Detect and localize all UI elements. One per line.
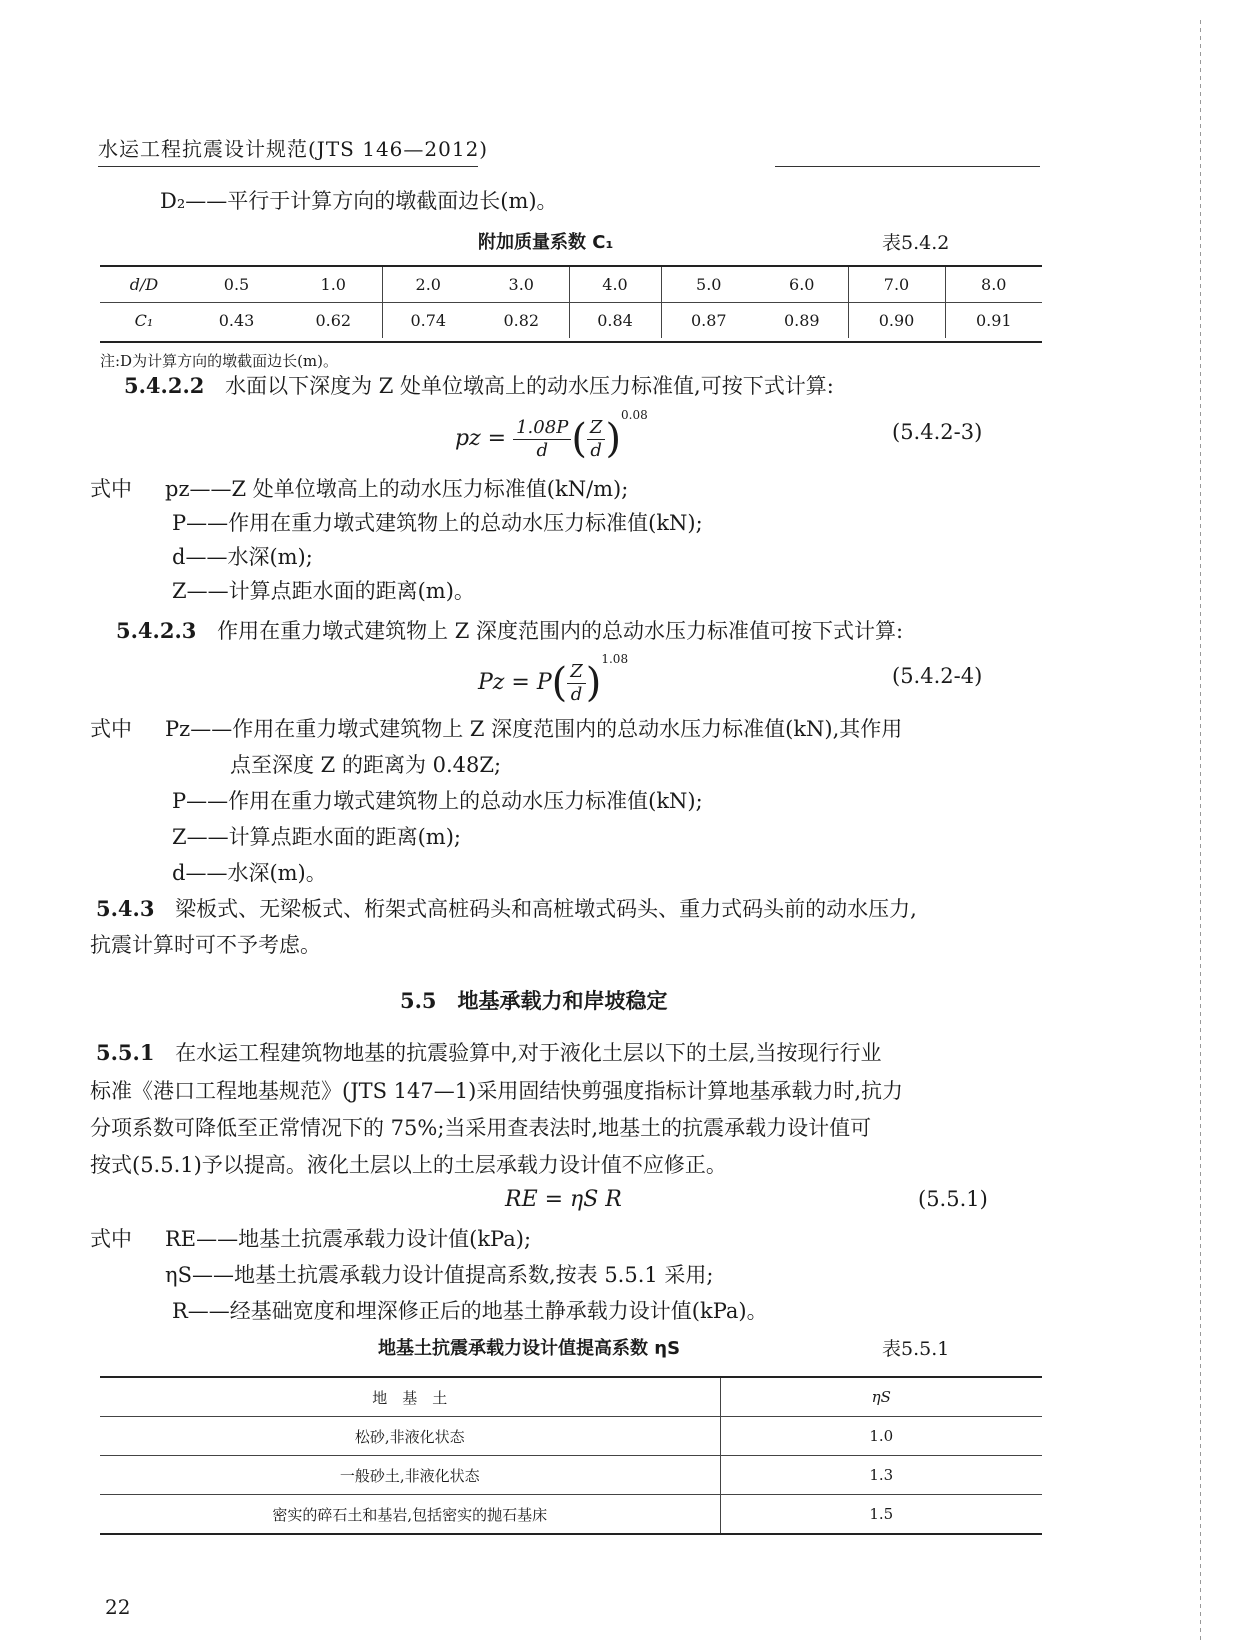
clause-5-4-2-2 [124, 371, 834, 401]
table1-number: 表5.4.2 [882, 232, 950, 254]
table1-cell: 0.91 [945, 303, 1042, 339]
table2-row [100, 1456, 1042, 1495]
table1-cell: 0.74 [382, 303, 474, 339]
table1-cell: 5.0 [661, 267, 756, 303]
equation-number: (5.4.2-4) [892, 664, 983, 688]
table1-cell: 0.82 [503, 311, 540, 330]
table1-cell: C₁ [134, 311, 154, 330]
table2-row [100, 1495, 1042, 1535]
table1-row-coefficient [100, 303, 1042, 339]
table2-cell: 1.5 [720, 1495, 1042, 1535]
equation-5-5-1: RE = ηS R [505, 1187, 622, 1212]
definition: RE——地基土抗震承载力设计值(kPa); [165, 1227, 532, 1251]
clause-number: 5.4.3 [96, 896, 155, 921]
clause-text: 梁板式、无梁板式、桁架式高桩码头和高桩墩式码头、重力式码头前的动水压力, [175, 897, 917, 921]
d2-definition: D₂——平行于计算方向的墩截面边长(m)。 [160, 189, 558, 213]
where-label: 式中 [90, 717, 132, 741]
table1-cell: 8.0 [945, 267, 1042, 303]
table1-cell: 0.5 [188, 267, 285, 303]
table2-header-row [100, 1378, 1042, 1417]
where-label: 式中 [90, 1227, 132, 1251]
table2-number: 表5.5.1 [882, 1338, 950, 1360]
equation-number: (5.5.1) [918, 1187, 988, 1211]
table2-cell: 密实的碎石土和基岩,包括密实的抛石基床 [100, 1495, 720, 1535]
clause-number: 5.5.1 [96, 1040, 155, 1065]
table1-cell: 0.87 [661, 303, 756, 339]
eq-ratio [587, 417, 606, 462]
equation-number: (5.4.2-3) [892, 420, 983, 444]
header-rule-left [98, 166, 478, 167]
table2-cell: 1.3 [720, 1456, 1042, 1495]
table2-caption: 地基土抗震承载力设计值提高系数 ηS [378, 1338, 681, 1359]
clause-text-line: 分项系数可降低至正常情况下的 75%;当采用查表法时,地基土的抗震承载力设计值可 [90, 1116, 872, 1140]
definition: pz——Z 处单位墩高上的动水压力标准值(kN/m); [165, 477, 629, 501]
table1-cell: 7.0 [848, 267, 945, 303]
table1-bottom-rule [100, 341, 1042, 343]
clause-text-line: 抗震计算时可不予考虑。 [90, 933, 321, 957]
definition: P——作用在重力墩式建筑物上的总动水压力标准值(kN); [172, 511, 703, 535]
eq-exponent: 1.08 [601, 652, 629, 666]
eq-numerator: 1.08P [513, 417, 571, 440]
clause-5-5-1 [96, 1038, 882, 1068]
table1-cell: 0.62 [315, 311, 352, 330]
table1-cell: 0.90 [848, 303, 945, 339]
clause-number: 5.4.2.2 [124, 373, 205, 398]
equation-5-4-2-4: Pz = P( $\frac{Z}{d}$ )$^{1.08}$ [478, 652, 629, 706]
table1-cell: 6.0 [756, 267, 848, 303]
eq-lhs: pz = [455, 426, 507, 451]
clause-text: 在水运工程建筑物地基的抗震验算中,对于液化土层以下的土层,当按现行行业 [175, 1041, 882, 1065]
table1-note: 注:D为计算方向的墩截面边长(m)。 [100, 352, 339, 370]
equation-5-4-2-3: pz = $\frac{1.08P}{d}$ ( $\frac{Z}{d}$ )$^{0.08}$ [455, 408, 648, 462]
table2-cell: 一般砂土,非液化状态 [100, 1456, 720, 1495]
eq-ratio-num: Z [567, 661, 586, 684]
eq-ratio-den: d [590, 439, 602, 461]
running-header: 水运工程抗震设计规范(JTS 146—2012) [98, 137, 489, 161]
table1-cell: 0.89 [783, 311, 820, 330]
table2 [100, 1378, 1042, 1535]
eq-ratio-num: Z [587, 417, 606, 440]
page-number: 22 [105, 1595, 131, 1619]
table2-cell: 松砂,非液化状态 [100, 1417, 720, 1456]
clause-5-4-3 [96, 894, 917, 924]
section-heading: 5.5 地基承载力和岸坡稳定 [400, 988, 668, 1013]
table1-cell: 2.0 [382, 267, 474, 303]
clause-text: 作用在重力墩式建筑物上 Z 深度范围内的总动水压力标准值可按下式计算: [217, 619, 904, 643]
definition: R——经基础宽度和埋深修正后的地基土静承载力设计值(kPa)。 [172, 1299, 768, 1323]
table1-cell: 0.84 [569, 303, 661, 339]
table1-row-ratio [100, 267, 1042, 303]
eq-ratio [567, 661, 586, 706]
definition: ηS——地基土抗震承载力设计值提高系数,按表 5.5.1 采用; [165, 1263, 714, 1287]
eq-exponent: 0.08 [621, 408, 648, 422]
table1-cell: 0.43 [218, 311, 255, 330]
clause-number: 5.4.2.3 [116, 618, 197, 643]
eq-ratio-den: d [570, 683, 583, 705]
eq-denominator: d [536, 439, 548, 461]
table1 [100, 267, 1042, 338]
table2-header-cell: ηS [720, 1378, 1042, 1417]
eq-fraction [513, 417, 571, 462]
definition: d——水深(m)。 [172, 861, 327, 885]
table1-caption: 附加质量系数 C₁ [478, 232, 614, 253]
clause-text: 水面以下深度为 Z 处单位墩高上的动水压力标准值,可按下式计算: [225, 374, 834, 398]
table2-row [100, 1417, 1042, 1456]
definition: Z——计算点距水面的距离(m)。 [172, 579, 475, 603]
definition-continued: 点至深度 Z 的距离为 0.48Z; [230, 753, 502, 777]
definition: Pz——作用在重力墩式建筑物上 Z 深度范围内的总动水压力标准值(kN),其作用 [165, 717, 903, 741]
definition: Z——计算点距水面的距离(m); [172, 825, 461, 849]
eq-lhs: Pz = P [478, 670, 552, 695]
where-label: 式中 [90, 477, 132, 501]
table1-cell: 4.0 [569, 267, 661, 303]
table2-cell: 1.0 [720, 1417, 1042, 1456]
clause-5-4-2-3 [116, 616, 903, 646]
table1-cell: d/D [100, 267, 188, 303]
definition: d——水深(m); [172, 545, 313, 569]
scan-edge-divider [1200, 20, 1201, 1640]
definition: P——作用在重力墩式建筑物上的总动水压力标准值(kN); [172, 789, 703, 813]
clause-text-line: 标准《港口工程地基规范》(JTS 147—1)采用固结快剪强度指标计算地基承载力时,抗力 [90, 1079, 903, 1103]
table1-cell: 1.0 [285, 267, 382, 303]
table2-header-cell: 地 基 土 [100, 1378, 720, 1417]
clause-text-line: 按式(5.5.1)予以提高。液化土层以上的土层承载力设计值不应修正。 [90, 1153, 727, 1177]
header-rule-right [775, 166, 1040, 167]
table1-cell: 3.0 [474, 267, 569, 303]
